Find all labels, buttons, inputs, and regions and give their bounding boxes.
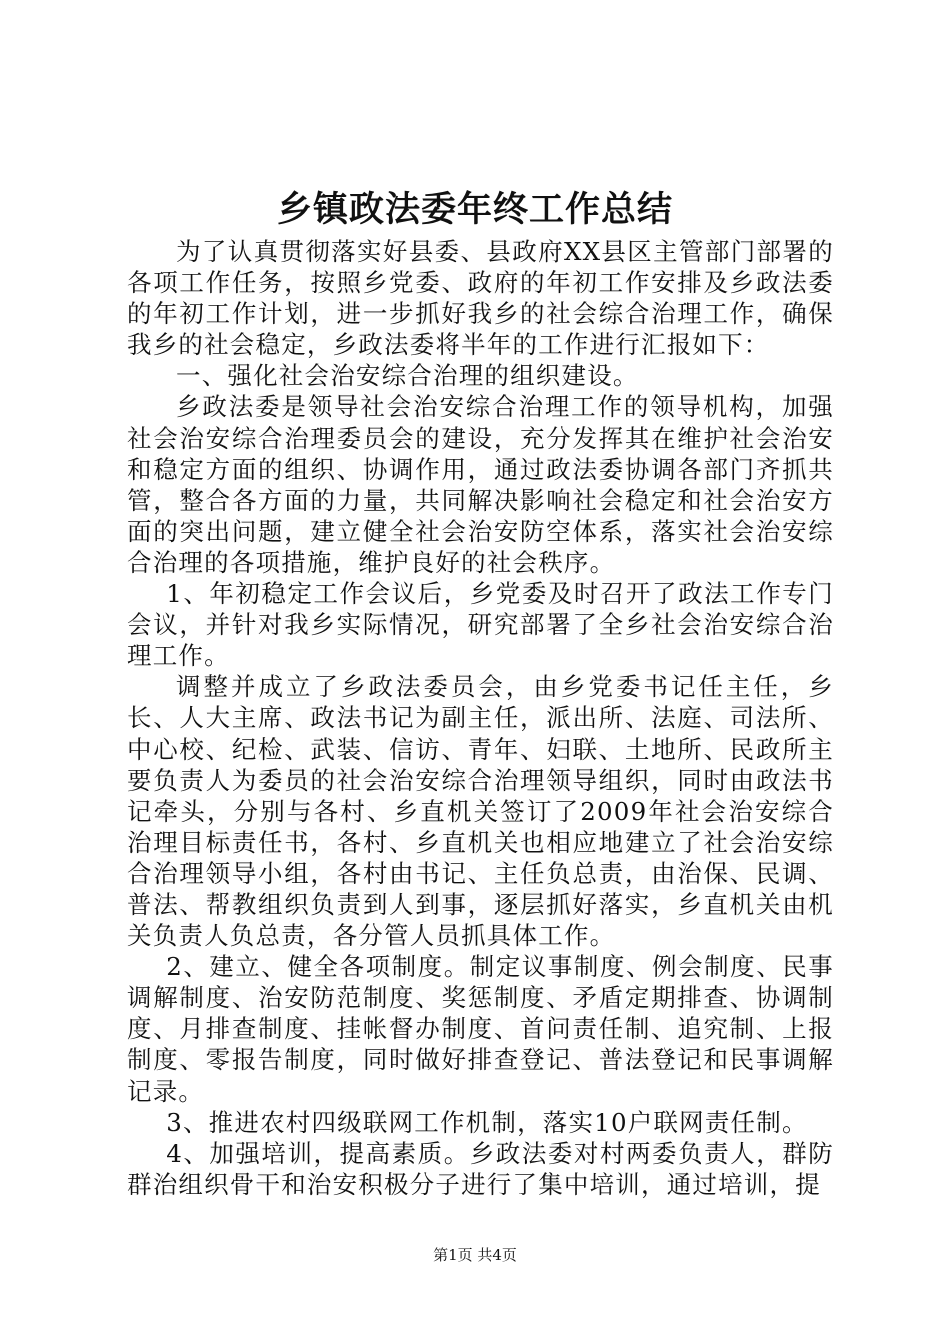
page-footer: 第1页 共4页 (433, 1246, 517, 1264)
paragraph-item-3: 3、推进农村四级联网工作机制，落实10户联网责任制。 (166, 1107, 808, 1137)
section-heading-1: 一、强化社会治安综合治理的组织建设。 (176, 361, 639, 391)
paragraph-item-1: 1、年初稳定工作会议后，乡党委及时召开了政法工作专门会议，并针对我乡实际情况，研究部署了全乡社会治安综合治理工作。 (127, 579, 834, 671)
paragraph-section-1: 乡政法委是领导社会治安综合治理工作的领导机构，加强社会治安综合治理委员会的建设，充分发挥其在维护社会治安和稳定方面的组织、协调作用，通过政法委协调各部门齐抓共管，整合各方面的力量，共同解决影响社会稳定和社会治安方面的突出问题，建立健全社会治安防空体系，落实社会治安综合治理的各项措施，维护良好的社会秩序。 (127, 392, 834, 577)
paragraph-item-4: 4、加强培训，提高素质。乡政法委对村两委负责人，群防群治组织骨干和治安积极分子进行了集中培训，通过培训，提 (127, 1138, 834, 1199)
paragraph-committee: 调整并成立了乡政法委员会，由乡党委书记任主任，乡长、人大主席、政法书记为副主任，派出所、法庭、司法所、中心校、纪检、武装、信访、青年、妇联、土地所、民政所主要负责人为委员的社会治安综合治理领导组织，同时由政法书记牵头，分别与各村、乡直机关签订了2009年社会治安综合治理目标责任书，各村、乡直机关也相应地建立了社会治安综合治理领导小组，各村由书记、主任负总责，由治保、民调、普法、帮教组织负责到人到事，逐层抓好落实，乡直机关由机关负责人负总责，各分管人员抓具体工作。 (127, 672, 834, 951)
paragraph-item-2: 2、建立、健全各项制度。制定议事制度、例会制度、民事调解制度、治安防范制度、奖惩制度、矛盾定期排查、协调制度、月排查制度、挂帐督办制度、首问责任制、追究制、上报制度、零报告制度，同时做好排查登记、普法登记和民事调解记录。 (127, 952, 834, 1106)
document-title: 乡镇政法委年终工作总结 (276, 189, 673, 230)
document-body (127, 236, 834, 1200)
paragraph-intro: 为了认真贯彻落实好县委、县政府XX县区主管部门部署的各项工作任务，按照乡党委、政府的年初工作安排及乡政法委的年初工作计划，进一步抓好我乡的社会综合治理工作，确保我乡的社会稳定，乡政法委将半年的工作进行汇报如下： (127, 237, 834, 360)
